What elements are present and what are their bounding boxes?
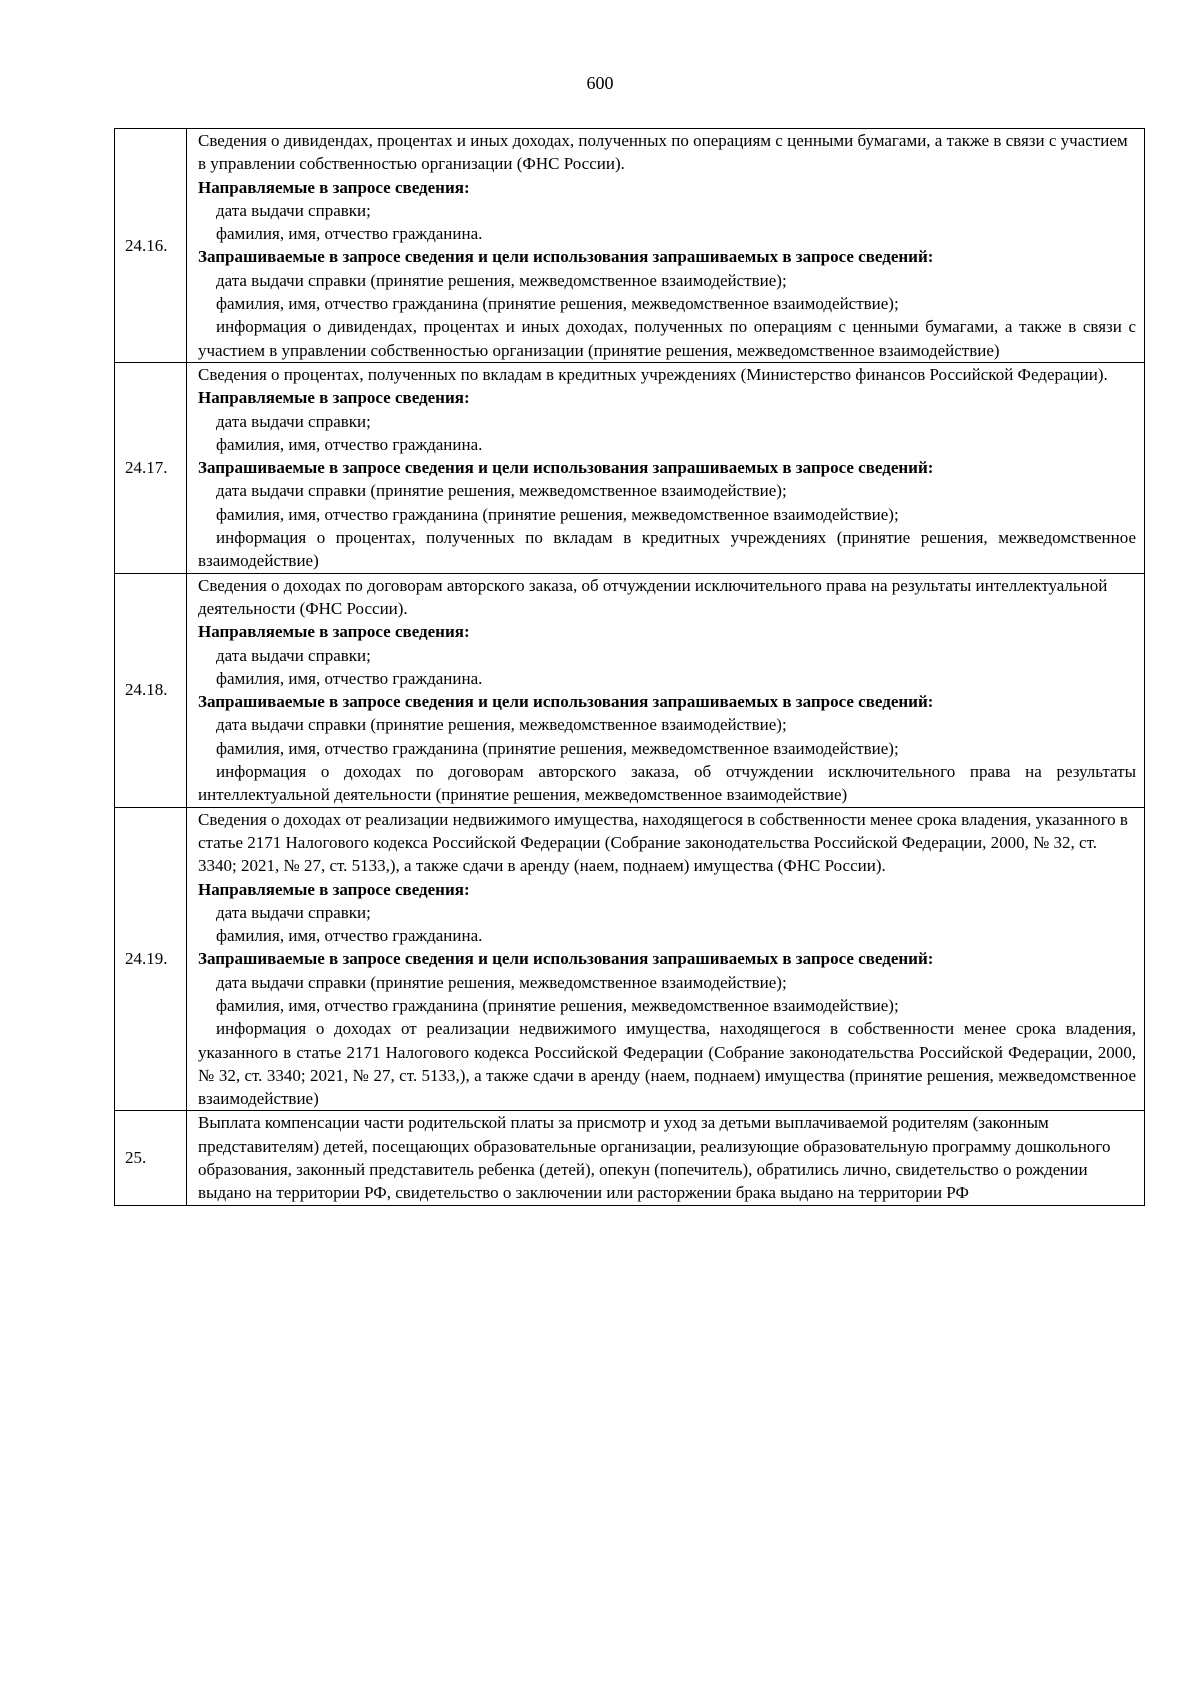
requested-heading: Запрашиваемые в запросе сведения и цели использования запрашиваемых в запросе сведений: bbox=[198, 247, 934, 267]
row-number: 24.16. bbox=[115, 129, 187, 363]
sent-item: дата выдачи справки; bbox=[216, 200, 371, 220]
sent-item: дата выдачи справки; bbox=[216, 645, 371, 665]
row-number: 25. bbox=[115, 1111, 187, 1205]
requested-heading: Запрашиваемые в запросе сведения и цели использования запрашиваемых в запросе сведений: bbox=[198, 692, 934, 712]
sent-heading: Направляемые в запросе сведения: bbox=[198, 177, 470, 197]
row-content bbox=[187, 129, 1145, 363]
requested-item: информация о дивидендах, процентах и иных доходах, полученных по операциям с ценными бумагами, а также в связи с участием в управлении собственностью организации (принятие решения, межведомственное взаимодействие) bbox=[198, 317, 1136, 360]
row-content bbox=[187, 362, 1145, 573]
row-intro: Сведения о дивидендах, процентах и иных доходах, полученных по операциям с ценными бумагами, а также в связи с участием в управлении собственностью организации (ФНС России). bbox=[198, 131, 1128, 174]
page-number: 600 bbox=[586, 73, 614, 93]
row-text: Выплата компенсации части родительской платы за присмотр и уход за детьми выплачиваемой родителям (законным представителям) детей, посещающих образовательные организации, реализующие образовательную программу дошкольного образования, законный представитель ребенка (детей), опекун (попечитель), обратились лично, свидетельство о рождении выдано на территории РФ, свидетельство о заключении или расторжении брака выдано на территории РФ bbox=[198, 1113, 1111, 1203]
row-content bbox=[187, 807, 1145, 1111]
requested-item: фамилия, имя, отчество гражданина (принятие решения, межведомственное взаимодействие); bbox=[216, 738, 899, 758]
row-intro: Сведения о доходах от реализации недвижимого имущества, находящегося в собственности менее срока владения, указанного в статье 2171 Налогового кодекса Российской Федерации (Собрание законодательства Российской Федерации, 2000, № 32, ст. 3340; 2021, № 27, ст. 5133,), а также сдачи в аренду (наем, поднаем) имущества (ФНС России). bbox=[198, 809, 1128, 876]
table-row bbox=[115, 807, 1145, 1111]
sent-item: фамилия, имя, отчество гражданина. bbox=[216, 434, 483, 454]
sent-heading: Направляемые в запросе сведения: bbox=[198, 388, 470, 408]
requested-item: дата выдачи справки (принятие решения, межведомственное взаимодействие); bbox=[216, 270, 787, 290]
table-row bbox=[115, 129, 1145, 363]
requested-item: информация о доходах от реализации недвижимого имущества, находящегося в собственности менее срока владения, указанного в статье 2171 Налогового кодекса Российской Федерации (Собрание законодательства Российской Федерации, 2000, № 32, ст. 3340; 2021, № 27, ст. 5133,), а также сдачи в аренду (наем, поднаем) имущества (принятие решения, межведомственное взаимодействие) bbox=[198, 1019, 1136, 1109]
requested-item: фамилия, имя, отчество гражданина (принятие решения, межведомственное взаимодействие); bbox=[216, 504, 899, 524]
requested-heading: Запрашиваемые в запросе сведения и цели использования запрашиваемых в запросе сведений: bbox=[198, 458, 934, 478]
sent-item: дата выдачи справки; bbox=[216, 902, 371, 922]
row-number: 24.17. bbox=[115, 362, 187, 573]
sent-item: фамилия, имя, отчество гражданина. bbox=[216, 668, 483, 688]
row-number: 24.18. bbox=[115, 573, 187, 807]
sent-heading: Направляемые в запросе сведения: bbox=[198, 622, 470, 642]
table-row bbox=[115, 573, 1145, 807]
requested-item: фамилия, имя, отчество гражданина (принятие решения, межведомственное взаимодействие); bbox=[216, 995, 899, 1015]
requested-item: дата выдачи справки (принятие решения, межведомственное взаимодействие); bbox=[216, 972, 787, 992]
requested-heading: Запрашиваемые в запросе сведения и цели использования запрашиваемых в запросе сведений: bbox=[198, 949, 934, 969]
requested-item: дата выдачи справки (принятие решения, межведомственное взаимодействие); bbox=[216, 715, 787, 735]
requested-item: информация о процентах, полученных по вкладам в кредитных учреждениях (принятие решения, межведомственное взаимодействие) bbox=[198, 528, 1136, 571]
row-intro: Сведения о процентах, полученных по вкладам в кредитных учреждениях (Министерство финансов Российской Федерации). bbox=[198, 364, 1108, 384]
table-row bbox=[115, 362, 1145, 573]
requested-item: дата выдачи справки (принятие решения, межведомственное взаимодействие); bbox=[216, 481, 787, 501]
requested-item: фамилия, имя, отчество гражданина (принятие решения, межведомственное взаимодействие); bbox=[216, 294, 899, 314]
row-number: 24.19. bbox=[115, 807, 187, 1111]
row-intro: Сведения о доходах по договорам авторского заказа, об отчуждении исключительного права на результаты интеллектуальной деятельности (ФНС России). bbox=[198, 575, 1108, 618]
table-row bbox=[115, 1111, 1145, 1205]
row-content bbox=[187, 573, 1145, 807]
sent-item: фамилия, имя, отчество гражданина. bbox=[216, 224, 483, 244]
document-table bbox=[114, 128, 1145, 1206]
sent-heading: Направляемые в запросе сведения: bbox=[198, 879, 470, 899]
row-content bbox=[187, 1111, 1145, 1205]
sent-item: дата выдачи справки; bbox=[216, 411, 371, 431]
sent-item: фамилия, имя, отчество гражданина. bbox=[216, 926, 483, 946]
requested-item: информация о доходах по договорам авторского заказа, об отчуждении исключительного права на результаты интеллектуальной деятельности (принятие решения, межведомственное взаимодействие) bbox=[198, 762, 1136, 805]
